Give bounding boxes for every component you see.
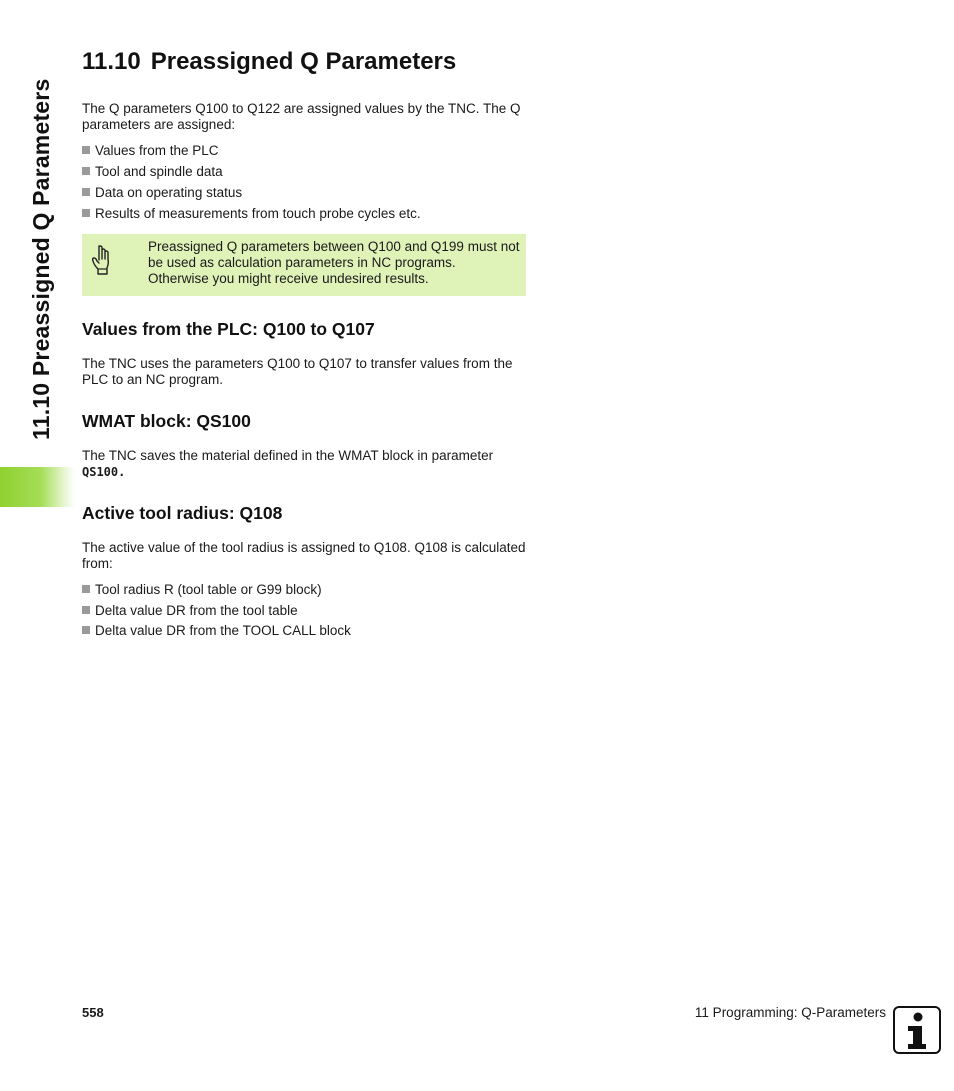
info-icon[interactable] xyxy=(893,1006,941,1054)
section-heading: Active tool radius: Q108 xyxy=(82,503,283,523)
page-title xyxy=(82,48,456,76)
section-paragraph: The TNC saves the material defined in the WMAT block in parameter QS100. xyxy=(82,448,494,479)
list-item: Tool radius R (tool table or G99 block) xyxy=(82,582,322,598)
section-heading: Values from the PLC: Q100 to Q107 xyxy=(82,319,375,339)
section-paragraph: The TNC uses the parameters Q100 to Q107 to transfer values from the PLC to an NC program. xyxy=(82,356,513,387)
vertical-running-title xyxy=(28,60,58,440)
bullet-square-icon xyxy=(82,626,90,634)
bullet-square-icon xyxy=(82,585,90,593)
list-item: Results of measurements from touch probe cycles etc. xyxy=(82,206,421,222)
section-title: Preassigned Q Parameters xyxy=(150,48,457,75)
note-text: Preassigned Q parameters between Q100 and Q199 must not be used as calculation parameters in NC programs. Otherwise you might receive undesired results. xyxy=(148,239,520,286)
list-item: Values from the PLC xyxy=(82,143,219,159)
chapter-tab-marker xyxy=(0,467,75,507)
intro-paragraph: The Q parameters Q100 to Q122 are assigned values by the TNC. The Q parameters are assigned: xyxy=(82,101,521,132)
list-item: Delta value DR from the TOOL CALL block xyxy=(82,623,351,639)
bullet-square-icon xyxy=(82,188,90,196)
info-glyph xyxy=(895,1008,939,1052)
list-item: Delta value DR from the tool table xyxy=(82,603,298,619)
bullet-square-icon xyxy=(82,167,90,175)
chapter-title: 11 Programming: Q-Parameters xyxy=(694,1005,886,1020)
section-number: 11.10 xyxy=(82,48,141,75)
note-box xyxy=(82,234,526,296)
bullet-square-icon xyxy=(82,146,90,154)
bullet-square-icon xyxy=(82,606,90,614)
page-number: 558 xyxy=(82,1005,104,1020)
list-item: Tool and spindle data xyxy=(82,164,223,180)
bullet-square-icon xyxy=(82,209,90,217)
parameter-code: QS100. xyxy=(82,465,126,479)
list-item: Data on operating status xyxy=(82,185,242,201)
running-title-text: 11.10 Preassigned Q Parameters xyxy=(28,78,54,440)
section-heading: WMAT block: QS100 xyxy=(82,411,251,431)
section-paragraph: The active value of the tool radius is assigned to Q108. Q108 is calculated from: xyxy=(82,540,526,571)
pointing-hand-icon xyxy=(90,244,114,276)
